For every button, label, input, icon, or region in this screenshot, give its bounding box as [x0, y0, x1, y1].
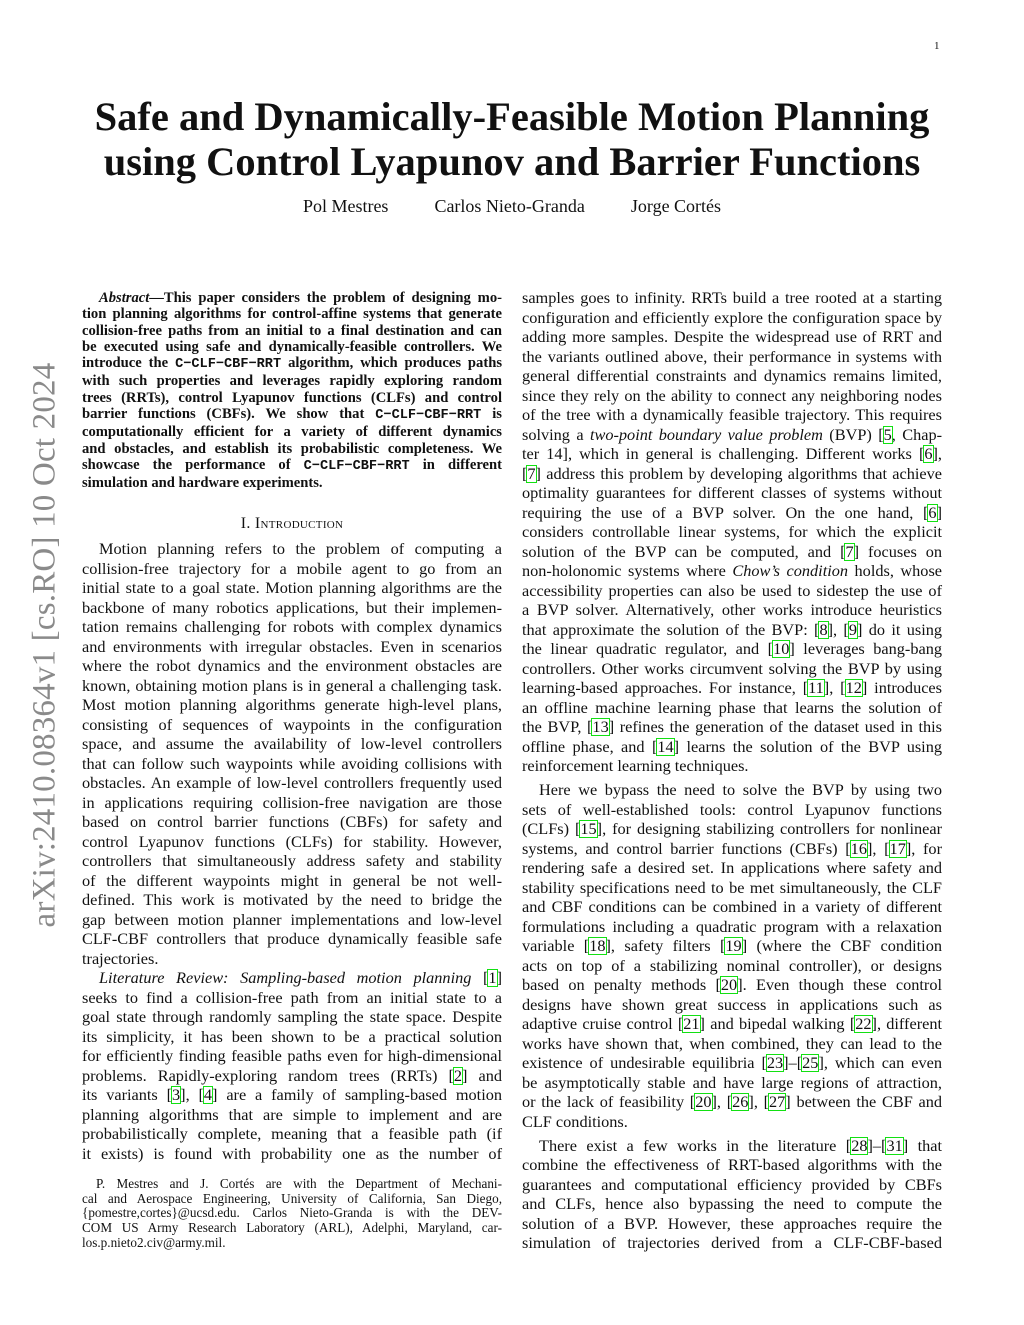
text-line	[522, 678, 942, 698]
text-segment: of the different waypoints might in general be not well-	[82, 870, 502, 890]
text-segment: computationally efficient for a variety of different dynamics	[82, 424, 502, 441]
citation-link[interactable]	[818, 621, 828, 639]
text-segment: formulations including a quadratic program with a relaxation	[522, 916, 942, 936]
text-line	[82, 475, 502, 491]
text-line	[82, 1144, 502, 1164]
algorithm-name: C−CLF−CBF−RRT	[375, 408, 482, 424]
section-heading-introduction: I. Introduction	[240, 515, 344, 532]
text-line	[522, 620, 942, 640]
text-line	[82, 637, 502, 657]
text-line	[82, 598, 502, 618]
italic-text: Chow’s condition	[732, 561, 849, 580]
text-line	[522, 800, 942, 820]
text-segment: trajectories.	[82, 948, 159, 968]
text-segment: is	[481, 406, 502, 423]
text-segment: considers controllable linear systems, for which the explicit	[522, 522, 942, 541]
text-line	[522, 327, 942, 347]
text-segment: be executed using safe and dynamically-feasible controllers. We	[82, 338, 502, 355]
text-line	[522, 995, 942, 1015]
text-segment: be asymptotically stable and have large regions of attraction,	[522, 1072, 942, 1092]
citation-link[interactable]	[720, 976, 738, 994]
text-line	[522, 1053, 942, 1073]
text-line	[522, 1233, 942, 1253]
text-segment: and environments with irregular obstacles. Even in scenarios	[82, 636, 502, 656]
text-segment: P. Mestres and J. Cortés are with the Department of Mechani-	[96, 1176, 502, 1191]
text-segment: its variants [3], [4] are a family of sampling-based motion	[82, 1085, 502, 1104]
citation-link[interactable]	[883, 426, 893, 444]
citation-link[interactable]	[526, 465, 536, 483]
text-line	[522, 956, 942, 976]
text-line	[82, 323, 502, 339]
text-line	[522, 405, 942, 425]
text-segment: Most motion planning algorithms generate high-level plans,	[82, 695, 502, 714]
title-line: using Control Lyapunov and Barrier Functions	[103, 139, 921, 184]
text-segment: works have shown that, when combined, they can lead to the	[522, 1033, 942, 1053]
text-segment: the variants outlined above, their performance in systems with	[522, 346, 942, 366]
text-line	[82, 1192, 502, 1207]
text-segment: designs have shown great success in applications such as	[522, 994, 942, 1014]
author-name: Carlos Nieto-Granda	[434, 196, 585, 216]
text-line	[82, 715, 502, 735]
text-segment: learning-based approaches. For instance, [11], [12] introduces	[522, 678, 942, 697]
text-line	[82, 832, 502, 852]
text-segment: and obstacles, and establish its probabilistic completeness. We	[82, 440, 502, 457]
text-segment: CLF conditions.	[522, 1111, 628, 1131]
text-line	[522, 1214, 942, 1234]
text-line	[522, 897, 942, 917]
text-line	[82, 754, 502, 774]
text-segment: based on penalty methods [20]. Even though these control	[522, 975, 942, 994]
citation-link[interactable]	[927, 504, 937, 522]
text-line	[82, 355, 502, 373]
text-segment: gap between motion planner implementations and low-level	[82, 909, 502, 929]
text-segment: —This paper considers the problem of designing mo-	[149, 290, 502, 306]
text-segment: for efficiently finding feasible paths even for high-dimensional	[82, 1046, 502, 1065]
text-segment: obstacles. An example of low-level controllers frequently used	[82, 773, 502, 792]
text-line	[522, 561, 942, 581]
text-line	[522, 366, 942, 386]
text-line	[82, 1124, 502, 1144]
citation-link[interactable]	[923, 445, 933, 463]
text-segment: or the lack of feasibility [20], [26], [27] between the CBF and	[522, 1092, 942, 1111]
text-segment: solution of the BVP can be computed, and [7] focuses on	[522, 541, 942, 561]
citation-link[interactable]	[807, 679, 825, 697]
text-segment: configuration and efficiently explore the configuration space by	[522, 307, 942, 327]
text-line	[82, 539, 502, 559]
text-segment: control Lyapunov functions (CLFs) for stability. However,	[82, 831, 502, 851]
paragraph	[522, 1136, 942, 1253]
paper-title	[0, 94, 1024, 184]
citation-link[interactable]	[591, 718, 609, 736]
text-line	[522, 347, 942, 367]
text-segment: offline phase, and [14] learns the solution of the BVP using	[522, 736, 942, 756]
citation-link[interactable]	[731, 1093, 749, 1111]
text-segment: accessibility properties can also be used to sidestep the use of	[522, 580, 942, 600]
text-line	[522, 1175, 942, 1195]
text-segment: an offline machine learning phase that learns the solution of	[522, 697, 942, 717]
text-segment: rendering safe a desired set. In applications where safety and	[522, 858, 942, 877]
text-line	[82, 406, 502, 424]
text-line	[82, 734, 502, 754]
text-segment: known, obtaining motion plans is in general a challenging task.	[82, 675, 502, 695]
text-line	[522, 756, 942, 776]
text-segment: based on control barrier functions (CBFs) for safety and	[82, 812, 502, 831]
author-name: Jorge Cortés	[630, 196, 722, 216]
citation-link[interactable]	[588, 937, 606, 955]
text-segment: controllers. Other works circumvent solving the BVP by using	[522, 658, 942, 678]
text-line	[522, 464, 942, 484]
text-segment: los.p.nieto2.civ@army.mil.	[82, 1234, 226, 1250]
text-line	[522, 308, 942, 328]
text-segment: tation remains challenging for robots with complex dynamics	[82, 617, 502, 636]
text-line	[82, 559, 502, 579]
text-line	[82, 441, 502, 457]
author-name: Pol Mestres	[302, 196, 389, 216]
text-segment: [1]	[471, 968, 502, 987]
citation-link[interactable]	[768, 1093, 786, 1111]
text-line	[522, 659, 942, 679]
citation-link[interactable]	[656, 738, 674, 756]
text-line	[522, 581, 942, 601]
text-line	[82, 851, 502, 871]
algorithm-name: C−CLF−CBF−RRT	[303, 458, 410, 474]
text-segment: There exist a few works in the literature [28]–[31] that	[539, 1135, 942, 1155]
text-line	[82, 1105, 502, 1125]
text-segment: (CLFs) [15], for designing stabilizing controllers for nonlinear	[522, 819, 942, 838]
text-line	[522, 1112, 942, 1132]
text-segment: backbone of many robotics applications, but their implemen-	[82, 597, 502, 617]
text-segment: and CBF conditions can be combined in a variety of different	[522, 897, 942, 916]
text-line	[522, 425, 942, 445]
text-segment: in applications requiring collision-free navigation are those	[82, 792, 502, 812]
text-line	[82, 812, 502, 832]
text-line	[522, 878, 942, 898]
citation-link[interactable]	[885, 1137, 903, 1155]
text-segment: (BVP) [5, Chap-	[822, 424, 943, 444]
citation-link[interactable]	[171, 1086, 181, 1104]
citation-link[interactable]	[889, 840, 907, 858]
text-line	[522, 780, 942, 800]
text-segment: collision-free trajectory for a mobile agent to go from an	[82, 558, 502, 578]
text-segment: Motion planning refers to the problem of computing a	[99, 539, 502, 558]
text-segment: since they rely on the ability to connect any neighboring nodes	[522, 385, 942, 405]
author-list	[0, 196, 1024, 217]
italic-text: two-point boundary value problem	[589, 424, 823, 444]
text-segment: optimality guarantees for different classes of systems without	[522, 483, 942, 502]
text-segment: tion planning algorithms for control-affine systems that generate	[82, 306, 502, 323]
text-line	[522, 698, 942, 718]
text-line	[82, 1206, 502, 1221]
text-line	[82, 1007, 502, 1027]
text-line	[82, 676, 502, 696]
text-segment: cal and Aerospace Engineering, University of California, San Diego,	[82, 1190, 502, 1206]
text-segment: Here we bypass the need to solve the BVP by using two	[539, 780, 942, 799]
citation-link[interactable]	[801, 1054, 819, 1072]
text-line	[522, 1034, 942, 1054]
citation-link[interactable]	[694, 1093, 712, 1111]
text-segment: that can follow such waypoints while avoiding collisions with	[82, 753, 502, 773]
text-segment: solving a	[522, 424, 590, 444]
text-line	[522, 737, 942, 757]
text-line	[82, 1066, 502, 1086]
text-segment: stability specifications need to be met simultaneously, the CLF	[522, 877, 942, 897]
text-line	[82, 890, 502, 910]
text-line	[82, 617, 502, 637]
text-segment: reinforcement learning techniques.	[522, 756, 749, 775]
abstract	[82, 290, 502, 492]
italic-text: Abstract	[99, 290, 150, 306]
text-segment: collision-free paths from an initial to a final destination and can	[82, 322, 502, 339]
text-line	[522, 717, 942, 737]
text-segment: variable [18], safety filters [19] (where the CBF condition	[522, 936, 942, 955]
text-line	[522, 503, 942, 523]
text-segment: planning algorithms that are simple to implement and are	[82, 1104, 502, 1124]
text-line	[522, 1194, 942, 1214]
text-segment: with such properties and leverages rapidly exploring random	[82, 373, 502, 390]
text-segment: consisting of sequences of waypoints in the configuration	[82, 714, 502, 734]
text-line	[82, 457, 502, 475]
text-line	[82, 290, 502, 306]
text-segment: sets of well-established tools: control Lyapunov functions	[522, 799, 942, 819]
text-line	[82, 1027, 502, 1047]
paragraph	[82, 539, 502, 968]
text-segment: simulation of trajectories derived from a CLF-CBF-based	[522, 1233, 942, 1252]
algorithm-name: C−CLF−CBF−RRT	[175, 357, 282, 373]
text-segment: {pomestre,cortes}@ucsd.edu. Carlos Nieto-Granda is with the DEV-	[82, 1205, 502, 1221]
paragraph	[522, 288, 942, 776]
citation-link[interactable]	[854, 1015, 872, 1033]
text-segment: and CLFs, hence also bypassing the need to compute the	[522, 1194, 942, 1213]
citation-link[interactable]	[579, 820, 597, 838]
text-segment: adaptive cruise control [21] and bipedal walking [22], different	[522, 1014, 942, 1033]
text-line	[522, 1073, 942, 1093]
text-segment: the BVP, [13] refines the generation of the dataset used in this	[522, 717, 942, 736]
text-segment: algorithm, which produces paths	[281, 355, 502, 372]
text-segment: non-holonomic systems where	[522, 561, 733, 580]
citation-link[interactable]	[203, 1086, 213, 1104]
text-line	[82, 578, 502, 598]
text-segment: [7] address this problem by developing algorithms that achieve	[522, 463, 942, 483]
citation-link[interactable]	[487, 969, 497, 987]
paragraph	[82, 968, 502, 1163]
text-line	[82, 949, 502, 969]
text-segment: goal state through randomly sampling the state space. Despite	[82, 1007, 502, 1026]
text-segment: existence of undesirable equilibria [23]–[25], which can even	[522, 1053, 942, 1072]
text-segment: adding more samples. Despite the widespread use of RRT and	[522, 327, 942, 346]
text-line	[82, 1221, 502, 1236]
citation-link[interactable]	[766, 1054, 784, 1072]
text-line	[522, 1136, 942, 1156]
text-segment: where the robot dynamics and the environment obstacles are	[82, 656, 502, 675]
text-line	[82, 871, 502, 891]
text-segment: initial state to a goal state. Motion planning algorithms are the	[82, 578, 502, 597]
text-line	[522, 839, 942, 859]
text-segment: trees (RRTs), control Lyapunov functions (CLFs) and control	[82, 389, 502, 406]
text-segment: space, and assume the availability of low-level controllers	[82, 734, 502, 753]
text-line	[82, 1046, 502, 1066]
citation-link[interactable]	[724, 937, 742, 955]
text-segment: general differential constraints and dynamics remains limited,	[522, 366, 942, 385]
text-segment: controllers that simultaneously address safety and stability	[82, 851, 502, 870]
text-segment: in different	[409, 456, 502, 473]
text-segment: of the tree with a dynamically feasible trajectory. This requires	[522, 405, 942, 424]
text-segment: samples goes to infinity. RRTs build a tree rooted at a starting	[522, 288, 942, 307]
page-number: 1	[934, 40, 940, 52]
text-line	[522, 639, 942, 659]
citation-link[interactable]	[850, 1137, 868, 1155]
text-line	[82, 306, 502, 322]
text-line	[522, 483, 942, 503]
text-segment: CLF-CBF controllers that produce dynamically feasible safe	[82, 929, 502, 948]
text-line	[522, 917, 942, 937]
italic-text: Literature Review: Sampling-based motion planning	[99, 968, 472, 987]
text-segment: introduce the	[82, 355, 176, 372]
text-line	[82, 968, 502, 988]
citation-link[interactable]	[850, 840, 868, 858]
text-line	[82, 929, 502, 949]
text-segment: a BVP solver. Alternatively, other works introduce heuristics	[522, 600, 942, 619]
text-segment: acts on top of a stabilizing nominal controller), or designs	[522, 955, 942, 975]
citation-link[interactable]	[772, 640, 790, 658]
author-affiliation-footnote	[82, 1177, 502, 1251]
text-line	[82, 339, 502, 355]
citation-link[interactable]	[682, 1015, 700, 1033]
title-line: Safe and Dynamically-Feasible Motion Planning	[94, 94, 930, 139]
citation-link[interactable]	[844, 543, 854, 561]
text-segment: that approximate the solution of the BVP: [8], [9] do it using	[522, 619, 942, 639]
text-line	[82, 988, 502, 1008]
text-segment: combine the effectiveness of RRT-based algorithms with the	[522, 1155, 942, 1174]
text-segment: COM US Army Research Laboratory (ARL), Adelphi, Maryland, car-	[82, 1220, 502, 1236]
text-line	[82, 695, 502, 715]
text-line	[82, 910, 502, 930]
citation-link[interactable]	[848, 621, 858, 639]
text-line	[82, 1177, 502, 1192]
text-line	[522, 1014, 942, 1034]
text-line	[82, 793, 502, 813]
text-line	[522, 858, 942, 878]
citation-link[interactable]	[845, 679, 863, 697]
arxiv-identifier-stamp[interactable]: arXiv:2410.08364v1 [cs.RO] 10 Oct 2024	[26, 362, 63, 928]
text-line	[522, 444, 942, 464]
text-segment: its simplicity, it has been shown to be a practical solution	[82, 1026, 502, 1046]
citation-link[interactable]	[453, 1067, 463, 1085]
text-segment: holds, whose	[848, 561, 943, 580]
text-line	[522, 600, 942, 620]
text-segment: simulation and hardware experiments.	[82, 475, 323, 492]
text-line	[82, 373, 502, 389]
text-segment: the linear quadratic regulator, and [10] leverages bang-bang	[522, 639, 942, 658]
text-line	[82, 424, 502, 440]
text-segment: problems. Rapidly-exploring random trees (RRTs) [2] and	[82, 1065, 502, 1085]
text-line	[82, 773, 502, 793]
left-column-body	[82, 539, 502, 1163]
text-segment: solution of a BVP. However, these approaches require the	[522, 1213, 942, 1233]
text-line	[522, 288, 942, 308]
text-segment: guarantees and computational efficiency provided by CBFs	[522, 1174, 942, 1194]
text-segment: ter 14], which in general is challenging. Different works [6],	[522, 444, 942, 463]
text-segment: defined. This work is motivated by the need to bridge the	[82, 890, 502, 909]
text-line	[522, 1155, 942, 1175]
text-line	[82, 1236, 502, 1251]
text-line	[522, 542, 942, 562]
text-segment: seeks to find a collision-free path from an initial state to a	[82, 987, 502, 1007]
text-segment: showcase the performance of	[82, 456, 304, 473]
text-segment: systems, and control barrier functions (CBFs) [16], [17], for	[522, 838, 942, 858]
text-segment: requiring the use of a BVP solver. On the one hand, [6]	[522, 502, 942, 522]
text-line	[522, 386, 942, 406]
text-line	[522, 522, 942, 542]
text-segment: probabilistically complete, meaning that a feasible path (if	[82, 1124, 502, 1143]
text-segment: barrier functions (CBFs). We show that	[82, 406, 376, 423]
text-segment: it exists) is found with probability one as the number of	[82, 1143, 502, 1163]
text-line	[82, 1085, 502, 1105]
text-line	[82, 656, 502, 676]
text-line	[82, 390, 502, 406]
